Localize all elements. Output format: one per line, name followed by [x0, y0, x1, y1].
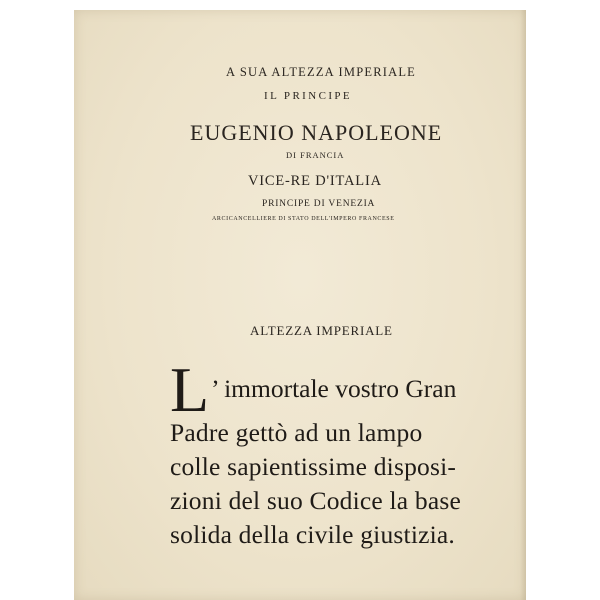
- body-line-1: ’ immortale vostro Gran: [211, 374, 457, 403]
- body-line-5: solida della civile giustizia.: [170, 520, 456, 549]
- dedication-name: EUGENIO NAPOLEONE: [190, 120, 443, 145]
- book-page: [74, 10, 526, 600]
- body-line-4: zioni del suo Codice la base: [170, 486, 461, 515]
- dedication-line-7: ARCICANCELLIERE DI STATO DELL'IMPERO FRANCESE: [212, 216, 395, 222]
- dedication-line-6: PRINCIPE DI VENEZIA: [262, 199, 376, 209]
- dedication-line-2: IL PRINCIPE: [264, 90, 353, 102]
- address-body: [170, 354, 510, 552]
- body-line-3: colle sapientissime disposi-: [170, 452, 457, 481]
- dedication-line-4: DI FRANCIA: [286, 150, 345, 160]
- body-line-2: Padre gettò ad un lampo: [170, 418, 423, 447]
- dedication-line-1: A SUA ALTEZZA IMPERIALE: [226, 65, 416, 79]
- dedication-title: VICE-RE D'ITALIA: [248, 173, 382, 189]
- drop-cap: L: [170, 354, 210, 425]
- page-edge-shadow: [520, 10, 526, 600]
- address-heading: ALTEZZA IMPERIALE: [250, 323, 393, 338]
